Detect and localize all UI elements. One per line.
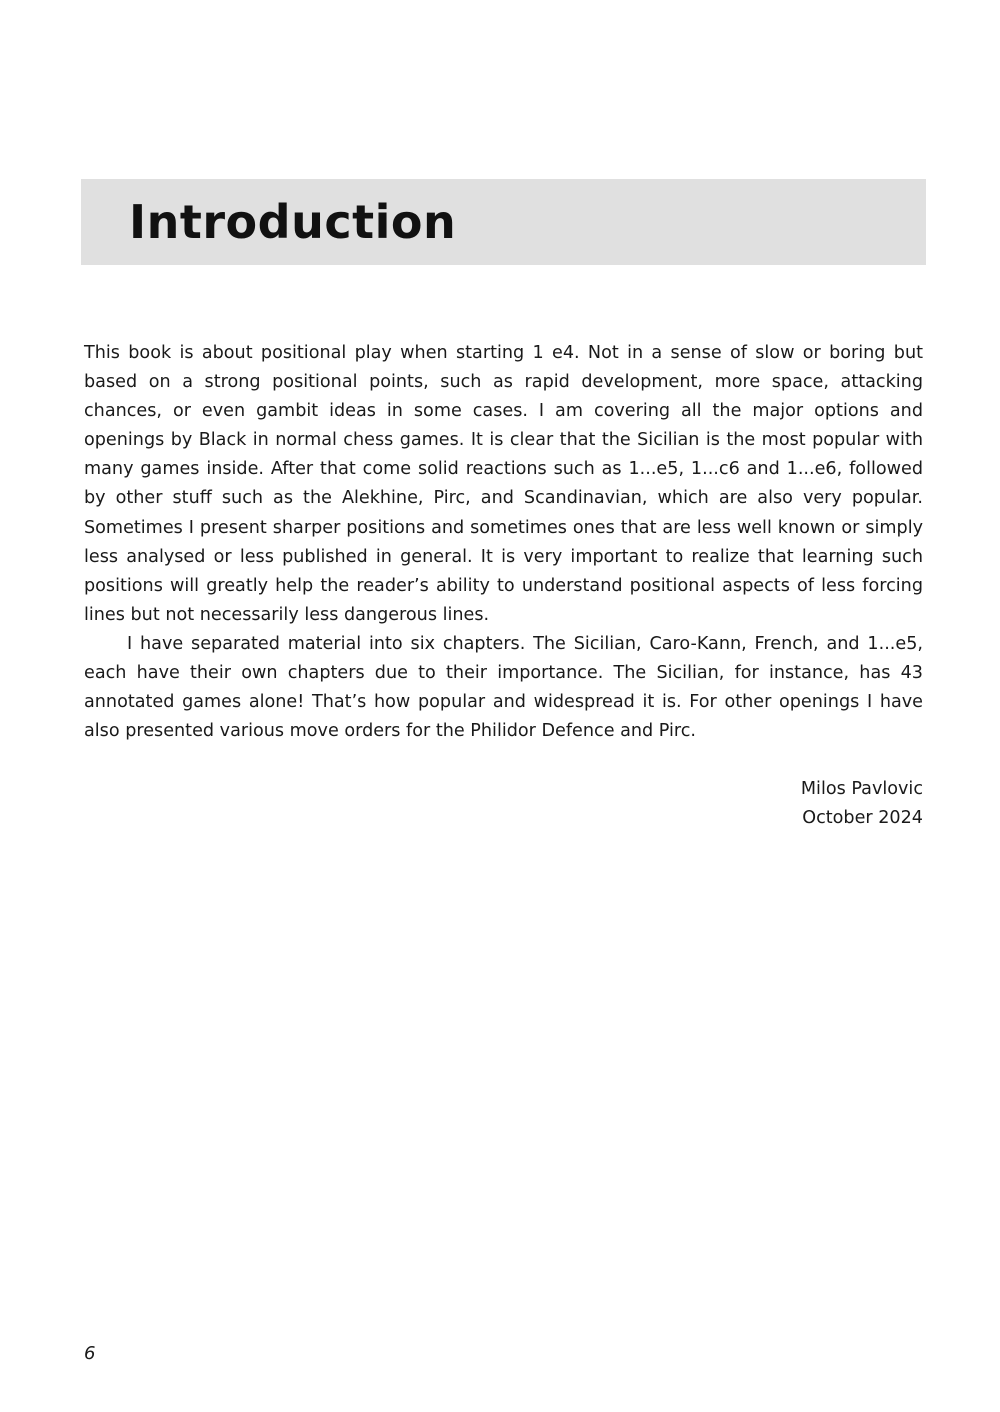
chapter-title-band	[81, 179, 926, 265]
paragraph-2: I have separated material into six chapters. The Sicilian, Caro-Kann, French, and 1...e5, each have their own chapters due to their importance. The Sicilian, for instance, has 43 annotated games alone! That’s how popular and widespread it is. For other openings I have also presented various move orders for the Philidor Defence and Pirc.	[84, 633, 923, 742]
author-name: Milos Pavlovic	[800, 779, 923, 799]
chapter-title: Introduction	[129, 195, 457, 249]
paragraph-1: This book is about positional play when starting 1 e4. Not in a sense of slow or boring but based on a strong positional points, such as rapid development, more space, attacking chances, or even gambit ideas in some cases. I am covering all the major options and openings by Black in normal chess games. It is clear that the Sicilian is the most popular with many games inside. After that come solid reactions such as 1...e5, 1...c6 and 1...e6, followed by other stuff such as the Alekhine, Pirc, and Scandinavian, which are also very popular. Sometimes I present sharper positions and sometimes ones that are less well known or simply less analysed or less published in general. It is very important to realize that learning such positions will greatly help the reader’s ability to understand positional aspects of less forcing lines but not necessarily less dangerous lines.	[84, 343, 923, 625]
page-number: 6	[84, 1343, 96, 1364]
signature-date: October 2024	[802, 808, 923, 828]
signature-block	[801, 775, 923, 833]
body-text	[84, 339, 923, 746]
